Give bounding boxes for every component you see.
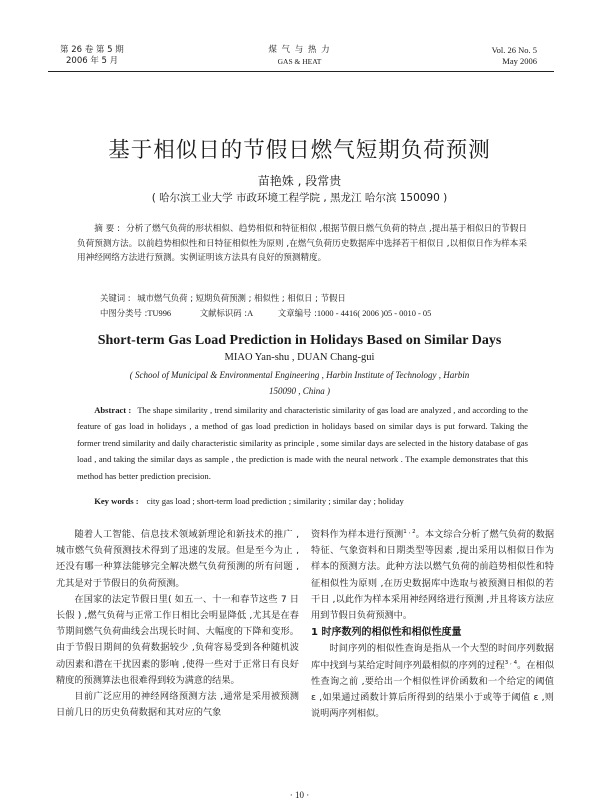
title-zh: 基于相似日的节假日燃气短期负荷预测	[108, 138, 491, 163]
body-paragraph	[311, 641, 554, 722]
keywords-en-label: Key words :	[94, 496, 139, 506]
keywords-zh-label: 关键词 :	[100, 293, 131, 303]
body-text: 。本文综合分析了燃气负荷的数据特征、气象资料和日期类型等因素 ,提出采用以相似日作为样本的预测方法。此种方法以燃气负荷的前趋势相似性和特征相似性为原则 ,在历史数据库中选取与被预测日相似的若干日 ,以此作为样本采用神经网络进行预测 ,并且将该方法应用到节假日负荷预测中。	[311, 529, 555, 622]
body-text: 。在相似性查询之前 ,要给出一个相似性评价函数和一个给定的阈值 ε ,如果通过函数计算后所得到的结果小于或等于阈值 ε ,则说明两序列相似。	[311, 659, 555, 720]
keywords-en	[77, 496, 404, 506]
header-journal-zh: 煤 气 与 热 力	[268, 45, 331, 55]
header-right	[492, 45, 537, 67]
keywords-zh	[100, 292, 346, 304]
header-rule	[48, 71, 554, 72]
body-paragraph: 在国家的法定节假日里( 如五一、十一和春节这些 7 日长假 ) ,燃气负荷与正常工作日相比会明显降低 ,尤其是在春节期间燃气负荷曲线会出现长时间、大幅度的下降和变形。由于节假日期间的负荷数据较少 ,负荷容易受到各种随机波动因素和潜在干扰因素的影响 ,使得一些对于正常日有良好精度的预测算法也很难得到较为满意的结果。	[56, 593, 299, 686]
keywords-en-text: city gas load ; short-term load prediction ; similarity ; similar day ; holiday	[146, 496, 404, 506]
abstract-zh-text: 分析了燃气负荷的形状相似、趋势相似和特征相似 ,根据节假日燃气负荷的特点 ,提出基于相似日的节假日负荷预测方法。以前趋势相似性和日特征相似性为原则 ,在燃气负荷历史数据库中选择若干相似日 ,以相似日作为样本采用神经网络方法进行预测。实例证明该方法具有良好的预测精度。	[77, 224, 528, 264]
body-left-column	[56, 527, 299, 721]
section-heading: 1 时序数列的相似性和相似性度量	[311, 627, 462, 639]
abstract-en-text: The shape similarity , trend similarity and characteristic similarity of gas load are analyzed , and according to the feature of gas load in holidays , a method of gas load prediction in holidays based on similar days is put forward. Taking the former trend similarity and daily characteristic similarity as principle , some similar days are selected in the history database of gas load , and taking the similar days as sample , the prediction is made with the neural network . The example demonstrates that this method has better prediction precision.	[77, 405, 528, 481]
article-no: 1000 - 4416( 2006 )05 - 0010 - 05	[316, 309, 432, 318]
header-journal-en: GAS & HEAT	[277, 57, 322, 66]
header-volume-en: Vol. 26 No. 5	[491, 45, 537, 55]
article-no-label: 文章编号 :	[277, 308, 317, 318]
body-text: 时间序列的相似性查询是指从一个大型的时间序列数据库中找到与某给定时间序列最相似的序列的过程	[311, 643, 554, 671]
affiliation-en-line2: 150090 , China )	[268, 386, 330, 396]
page-number: · 10 ·	[289, 790, 310, 800]
citation-ref: 1 , 2	[403, 529, 416, 535]
body-text: 资料作为样本进行预测	[311, 529, 404, 540]
header-volume-issue: 第 26 卷 第 5 期	[60, 45, 124, 55]
body-paragraph: 随着人工智能、信息技术领域新理论和新技术的推广 ,城市燃气负荷预测技术得到了迅速的发展。但是至今为止 ,还没有哪一种算法能够完全解决燃气负荷预测的所有问题 ,尤其是对于节假日的负荷预测。	[56, 529, 299, 589]
body-paragraph: 目前广泛应用的神经网络预测方法 ,通常是采用被预测日前几日的历史负荷数据和其对应的气象	[56, 691, 299, 719]
keywords-zh-text: 城市燃气负荷 ; 短期负荷预测 ; 相似性 ; 相似日 ; 节假日	[137, 293, 346, 303]
abstract-en	[77, 402, 528, 484]
authors-zh: 苗艳姝 , 段常贵	[257, 174, 342, 188]
abstract-en-label: Abstract :	[94, 405, 132, 415]
header-date-zh: 2006 年 5 月	[66, 56, 119, 66]
abstract-zh-label: 摘 要 :	[94, 224, 121, 234]
affiliation-en-line1: ( School of Municipal & Environmental Engineering , Harbin Institute of Technology , Harbin	[129, 370, 470, 380]
header-date-en: May 2006	[502, 56, 537, 66]
clc-label: 中图分类号 :	[100, 308, 148, 318]
affiliation-zh: ( 哈尔滨工业大学 市政环境工程学院 , 黑龙江 哈尔滨 150090 )	[151, 192, 448, 204]
clc-code: TU996	[147, 309, 172, 318]
body-paragraph	[311, 527, 554, 624]
citation-ref: 3 , 4	[504, 659, 518, 666]
title-en: Short-term Gas Load Prediction in Holidays Based on Similar Days	[97, 333, 502, 348]
authors-en: MIAO Yan-shu , DUAN Chang-gui	[224, 352, 375, 363]
doc-code-label: 文献标识码 :	[199, 308, 248, 318]
classification-row	[100, 307, 431, 319]
body-right-column	[311, 527, 554, 722]
doc-code: A	[247, 309, 254, 318]
abstract-zh	[77, 222, 527, 266]
